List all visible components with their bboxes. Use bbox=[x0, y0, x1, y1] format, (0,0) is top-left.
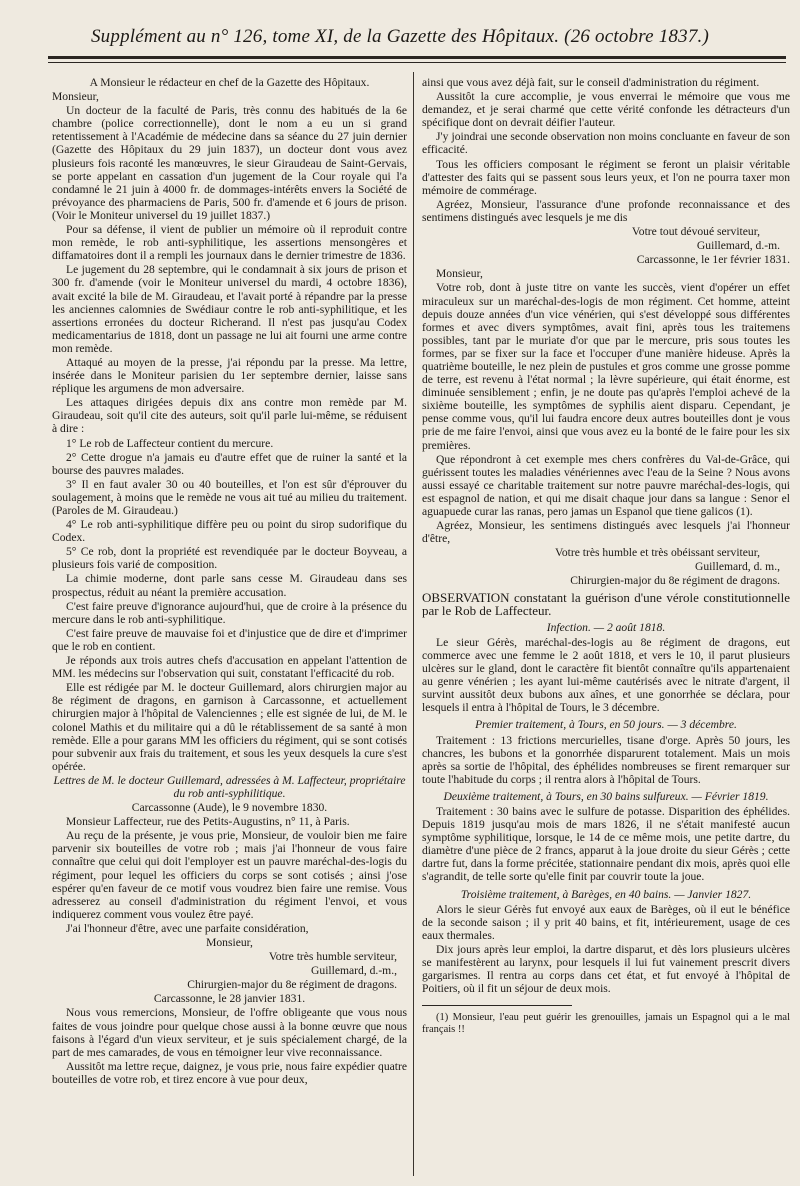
page-header: Supplément au n° 126, tome XI, de la Gazette des Hôpitaux. (26 octobre 1837.) bbox=[90, 26, 710, 47]
left-paragraph: Nous vous remercions, Monsieur, de l'offre obligeante que vous nous faites de vous joindre pour quelque chose aussi à la bonne œuvre que nous faisons à l'égard d'un vieux serviteur, et je suis spécialement chargé, de la part de mes camarades, de vous en témoigner leur vive reconnaissance. bbox=[52, 1006, 407, 1059]
right-paragraph: Agréez, Monsieur, l'assurance d'une profonde reconnaissance et des sentimens distingués avec lesquels je me dis bbox=[422, 197, 790, 224]
left-column bbox=[52, 76, 407, 1172]
footnote: (1) Monsieur, l'eau peut guérir les grenouilles, jamais un Espagnol qui a le mal français !! bbox=[422, 1012, 790, 1036]
left-paragraph: Monsieur, bbox=[52, 90, 99, 104]
right-paragraph: Que répondront à cet exemple mes chers confrères du Val-de-Grâce, qui guérissent toutes les maladies vénériennes avec l'eau de la Seine ? Nous avons aussi essayé ce charitable traitement sur notre pauvre maréchal-des-logis, qui est espagnol de nation, et qui me disait chaque jour dans sa langue : Senor el aguapuede curar las ranas, pero jamas un Espanol que tiene galicos (1). bbox=[422, 452, 790, 518]
right-paragraph: Guillemard, d. m., bbox=[694, 560, 780, 574]
right-paragraph: Alors le sieur Gérès fut envoyé aux eaux de Barèges, où il eut le bénéfice de la seconde saison ; il y prit 40 bains, et fit, intérieurement, usage de ces eaux thermales. bbox=[422, 902, 790, 942]
left-paragraph: 4° Le rob anti-syphilitique diffère peu ou point du sirop sudorifique du Codex. bbox=[52, 518, 407, 545]
header-rule-thin bbox=[48, 62, 786, 63]
left-paragraph: Pour sa défense, il vient de publier un mémoire où il reproduit contre mon remède, le rob anti-syphilitique, les assertions mensongères et diffamatoires dont il a rempli les journaux dans le dernier trimestre de 1836. bbox=[52, 223, 407, 263]
left-paragraph: Le jugement du 28 septembre, qui le condamnait à six jours de prison et 300 fr. d'amende (voir le Moniteur universel du mardi, 4 octobre 1836), avait excité la bile de M. Giraudeau, et l'avait porté à répandre par la presse les anciennes calomnies de Swédiaur contre le rob anti-syphilitique, et les assertions erronées du docteur Richerand. Il n'est pas jusqu'au Codex medicamentarius de 1818, dont un passage ne lui ait fourni une arme contre mon remède. bbox=[52, 263, 407, 355]
right-paragraph: Infection. — 2 août 1818. bbox=[546, 620, 666, 634]
left-paragraph: Un docteur de la faculté de Paris, très connu des habitués de la 6e chambre (police correctionnelle), dont le nom a eu un si grand retentissement à l'Académie de médecine dans sa séance du 27 juin dernier (Gazette des Hôpitaux du 29 juin 1837), un docteur dont vous avez plusieurs fois raconté les manœuvres, le sieur Giraudeau de Saint-Gervais, se porte appelant en cassation d'un jugement de la Cour royale qui l'a condamné le 21 juin à 4000 fr. de dommages-intérêts envers la Société de prévoyance des pharmaciens de Paris, 500 fr. d'amende et 6 jours de prison. (Voir le Moniteur universel du 19 juillet 1837.) bbox=[52, 104, 407, 222]
left-paragraph: Monsieur Laffecteur, rue des Petits-Augustins, n° 11, à Paris. bbox=[66, 815, 350, 829]
left-paragraph: Votre très humble serviteur, bbox=[268, 950, 397, 964]
right-paragraph: Deuxième traitement, à Tours, en 30 bains sulfureux. — Février 1819. bbox=[443, 789, 769, 803]
right-paragraph: Tous les officiers composant le régiment se feront un plaisir véritable d'attester des faits qui se passent sous leurs yeux, et l'on ne pourra taxer mon mémoire de commérage. bbox=[422, 157, 790, 197]
left-paragraph: Carcassonne, le 28 janvier 1831. bbox=[153, 992, 306, 1006]
left-paragraph: Les attaques dirigées depuis dix ans contre mon remède par M. Giraudeau, soit qu'il cite des auteurs, soit qu'il parle lui-même, se réduisent à dire : bbox=[52, 396, 407, 436]
column-divider bbox=[413, 72, 414, 1176]
right-paragraph: Votre rob, dont à juste titre on vante les succès, vient d'opérer un effet miraculeux sur un maréchal-des-logis de mon régiment. Cet homme, atteint depuis douze années d'un vice vénérien, qui s'est développé sous différentes formes et avec divers symptômes, avait fini, après tous les traitemens possibles, tant par le muriate d'or que par le mercure, pris sous toutes les formes, par se fixer sur la face et l'occuper d'une manière hideuse. Après la quatrième bouteille, le nez plein de pustules et gros comme une grosse pomme de terre, est revenu à l'état normal ; la lèvre supérieure, qui était énorme, est diminuée sensiblement ; enfin, je ne doute pas qu'après l'emploi achevé de la sixième bouteille, les symptômes de syphilis aient disparu. Cependant, je pense comme vous, qu'il lui faudra encore deux autres bouteilles dont je vous prie de me faire l'envoi, ainsi que vous avez eu la bonté de le faire pour les six premières. bbox=[422, 281, 790, 452]
left-paragraph: Aussitôt ma lettre reçue, daignez, je vous prie, nous faire expédier quatre bouteilles de votre rob, et tirez encore à vue pour deux, bbox=[52, 1059, 407, 1086]
right-paragraph: OBSERVATION constatant la guérison d'une vérole constitutionnelle par le Rob de Laffecteur. bbox=[422, 589, 790, 618]
right-paragraph: Agréez, Monsieur, les sentimens distingués avec lesquels j'ai l'honneur d'être, bbox=[422, 519, 790, 546]
left-paragraph: 5° Ce rob, dont la propriété est revendiquée par le docteur Boyveau, a plusieurs fois varié de composition. bbox=[52, 545, 407, 572]
left-paragraph: Je réponds aux trois autres chefs d'accusation en appelant l'attention de MM. les médecins sur l'observation qui suit, constatant l'efficacité du rob. bbox=[52, 654, 407, 681]
right-paragraph: Le sieur Gérès, maréchal-des-logis au 8e régiment de dragons, eut commerce avec une femme le 2 août 1818, et vers le 10, il parut plusieurs ulcères sur le gland, dont le caractère fit bientôt connaître qu'ils appartenaient au genre vénérien ; les ayant lui-même cautérisés avec le nitrate d'argent, il survint aussitôt deux bubons aux aînes, et une gonorrhée se déclara, pour lesquels il entra à l'hôpital de Tours, le 3 décembre. bbox=[422, 635, 790, 715]
right-paragraph: Traitement : 13 frictions mercurielles, tisane d'orge. Après 50 jours, les chancres, les bubons et la gonorrhée disparurent totalement. Mais un mois après sa sortie de l'hôpital, des éphélides nombreuses se firent remarquer sur toute l'habitude du corps ; il rentra alors à l'hôpital de Tours. bbox=[422, 733, 790, 786]
left-paragraph: 1° Le rob de Laffecteur contient du mercure. bbox=[66, 436, 274, 450]
left-paragraph: La chimie moderne, dont parle sans cesse M. Giraudeau dans ses prospectus, réduit au néant la première accusation. bbox=[52, 572, 407, 599]
right-paragraph: Votre tout dévoué serviteur, bbox=[631, 225, 760, 239]
left-paragraph: Chirurgien-major du 8e régiment de dragons. bbox=[187, 978, 397, 992]
left-paragraph: Attaqué au moyen de la presse, j'ai répondu par la presse. Ma lettre, insérée dans le Moniteur parisien du 1er septembre dernier, laisse sans réplique les argumens de mon adversaire. bbox=[52, 355, 407, 396]
left-paragraph: C'est faire preuve d'ignorance aujourd'hui, que de croire à la présence du mercure dans le rob anti-syphilitique. bbox=[52, 599, 407, 626]
left-paragraph: C'est faire preuve de mauvaise foi et d'injustice que de dire et d'imprimer que le rob en contient. bbox=[52, 626, 407, 653]
right-paragraph: Carcassonne, le 1er février 1831. bbox=[636, 253, 790, 267]
left-paragraph: Carcassonne (Aude), le 9 novembre 1830. bbox=[131, 801, 328, 815]
left-paragraph: Guillemard, d.-m., bbox=[311, 964, 397, 978]
right-paragraph: ainsi que vous avez déjà fait, sur le conseil d'administration du régiment. bbox=[422, 76, 760, 89]
left-paragraph: A Monsieur le rédacteur en chef de la Gazette des Hôpitaux. bbox=[89, 76, 370, 89]
right-paragraph: Votre très humble et très obéissant serviteur, bbox=[554, 546, 760, 560]
left-paragraph: Lettres de M. le docteur Guillemard, adressées à M. Laffecteur, propriétaire du rob anti-syphilitique. bbox=[53, 773, 406, 800]
right-paragraph: Traitement : 30 bains avec le sulfure de potasse. Disparition des éphélides. Depuis 1819 jusqu'au mois de mars 1826, il ne s'était manifesté aucun symptôme syphilitique, lorsque, le 14 de ce même mois, une petite dartre, du diamètre d'une pièce de 2 francs, apparut à la joue droite du sieur Gérès ; cette dartre fut, dans la forme précitée, stationnaire pendant dix mois, après quoi elle s'agrandit, de telle sorte qu'elle finit par couvrir toute la joue. bbox=[422, 804, 790, 884]
right-column bbox=[422, 76, 790, 1172]
left-paragraph: 2° Cette drogue n'a jamais eu d'autre effet que de ruiner la santé et la bourse des pauvres malades. bbox=[52, 450, 407, 477]
header-rule-thick bbox=[48, 56, 786, 59]
right-paragraph: Guillemard, d.-m. bbox=[696, 239, 780, 253]
left-paragraph: Monsieur, bbox=[206, 936, 253, 949]
right-paragraph: Premier traitement, à Tours, en 50 jours. — 3 décembre. bbox=[475, 718, 737, 732]
left-paragraph: J'ai l'honneur d'être, avec une parfaite considération, bbox=[66, 921, 309, 935]
right-paragraph: Aussitôt la cure accomplie, je vous enverrai le mémoire que vous me demandez, et je serai charmé que cette vérité confonde les détracteurs d'un spécifique dont on devrait déifier l'auteur. bbox=[422, 90, 790, 130]
right-paragraph: Chirurgien-major du 8e régiment de dragons. bbox=[570, 574, 780, 588]
right-paragraph: Dix jours après leur emploi, la dartre disparut, et dès lors plusieurs ulcères se manifestèrent au larynx, pour lesquels il lui fut vainement prescrit divers gargarismes. Il rentra au corps dans cet état, et fut envoyé à l'hôpital de Poitiers, où il fit un séjour de deux mois. bbox=[422, 942, 790, 996]
right-paragraph: Monsieur, bbox=[436, 267, 483, 281]
right-paragraph: J'y joindrai une seconde observation non moins concluante en faveur de son efficacité. bbox=[422, 130, 790, 157]
right-paragraph: Troisième traitement, à Barèges, en 40 bains. — Janvier 1827. bbox=[460, 887, 752, 901]
left-paragraph: Elle est rédigée par M. le docteur Guillemard, alors chirurgien major au 8e régiment de dragons, en garnison à Carcassonne, et actuellement chirurgien major à l'hôpital de Valenciennes ; elle est signée de lui, de M. le colonel Mathis et du militaire qui a dû le rétablissement de sa santé à mon remède. Elle a pour garans MM les officiers du régiment, qui se sont cotisés pour subvenir aux frais du traitement, et sous les yeux desquels la cure s'est opérée. bbox=[52, 681, 407, 773]
left-paragraph: 3° Il en faut avaler 30 ou 40 bouteilles, et l'on est sûr d'éprouver du soulagement, à moins que le remède ne vous ait tué au milieu du traitement. (Paroles de M. Giraudeau.) bbox=[52, 477, 407, 517]
footnote-rule bbox=[422, 1005, 572, 1006]
left-paragraph: Au reçu de la présente, je vous prie, Monsieur, de vouloir bien me faire parvenir six bouteilles de votre rob ; mais j'ai l'honneur de vous faire connaître que celui qui doit l'employer est un pauvre maréchal-des-logis du régiment, pour lequel les officiers du corps se sont cotisés ; ainsi j'ose espérer qu'en faveur de ce motif vous voudrez bien faire une remise. Vous adresserez au conseil d'administration du régiment l'envoi, et vous indiquerez comment vous voulez être payé. bbox=[52, 829, 407, 921]
